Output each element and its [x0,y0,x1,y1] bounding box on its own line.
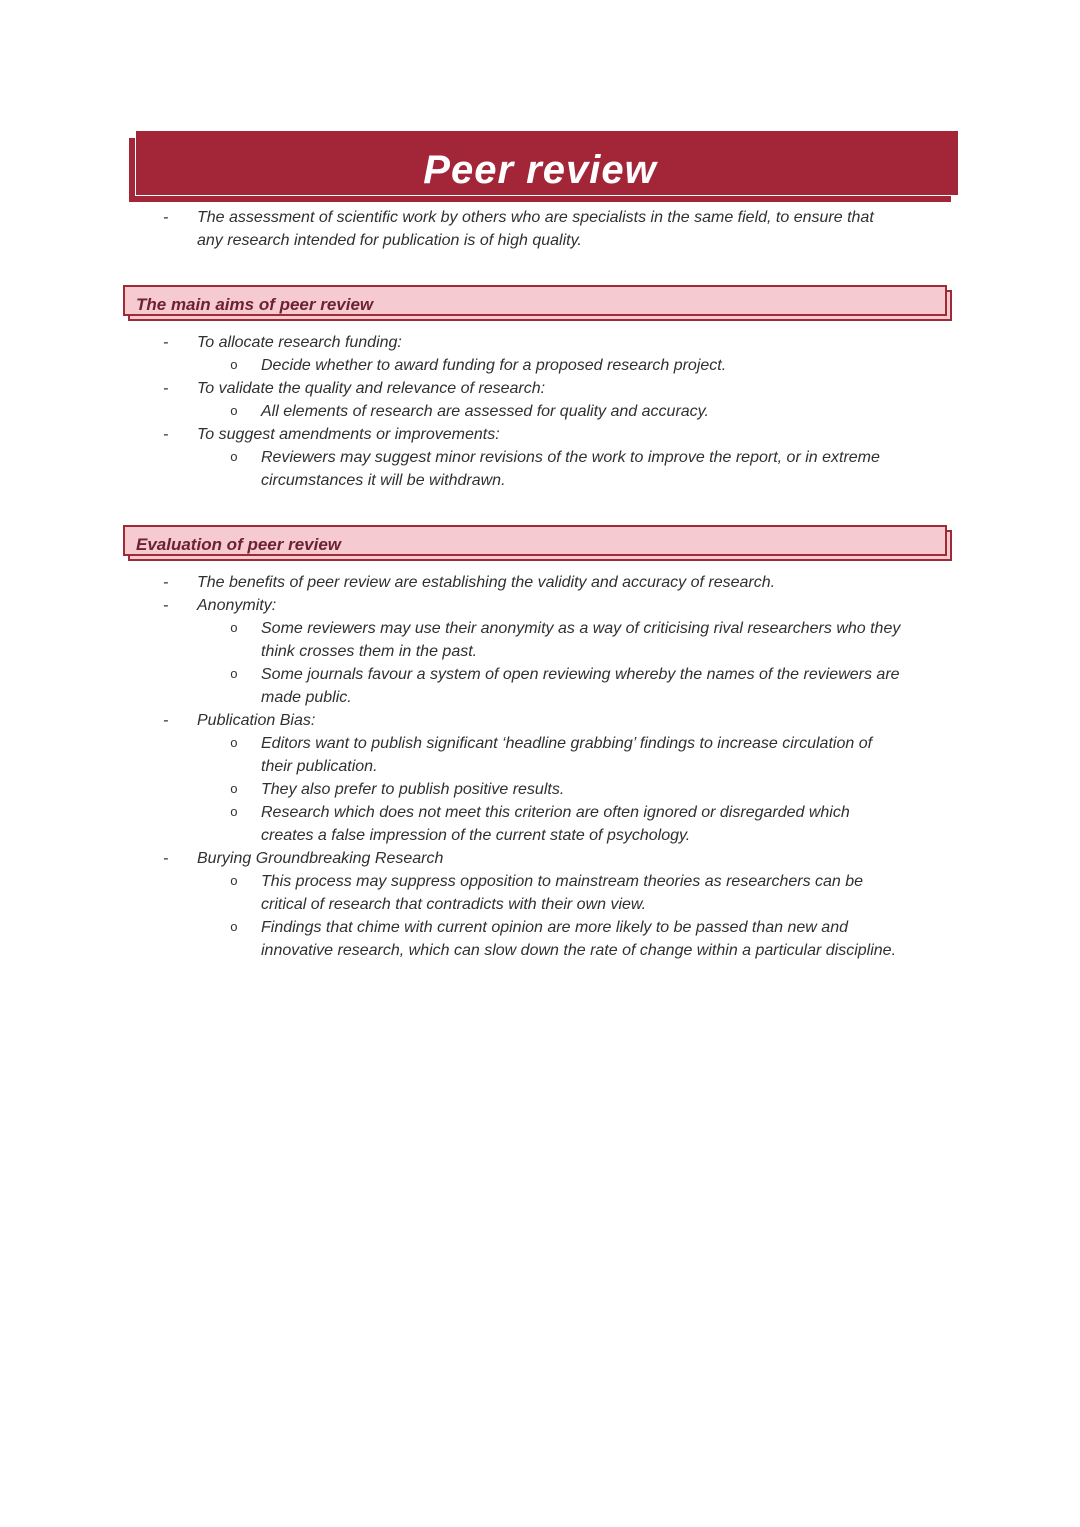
bullet-row [128,400,952,423]
bullet-row [128,801,952,847]
circle-bullet-icon: o [230,874,238,889]
section-heading: Evaluation of peer review [136,535,342,554]
bullet-row [128,331,952,354]
section-header [128,530,952,561]
dash-bullet-icon: - [163,597,169,614]
dash-bullet-icon: - [163,426,169,443]
sub-bullet-text: Some reviewers may use their anonymity as a way of criticising rival researchers who they think crosses them in the past. [261,620,901,660]
sub-bullet-text: All elements of research are assessed for quality and accuracy. [261,403,709,420]
bullet-row [128,916,952,962]
dash-bullet-icon: - [163,712,169,729]
bullet-row [128,446,952,492]
sub-bullet-text: Reviewers may suggest minor revisions of the work to improve the report, or in extreme circumstances it will be withdrawn. [261,449,880,489]
dash-bullet-icon: - [163,574,169,591]
bullet-text: To suggest amendments or improvements: [197,426,500,443]
bullet-text: The assessment of scientific work by others who are specialists in the same field, to ensure that any research intended for publication is of high quality. [197,209,874,249]
circle-bullet-icon: o [230,358,238,373]
bullet-row [128,709,952,732]
bullet-text: Burying Groundbreaking Research [197,850,444,867]
bullet-row [128,732,952,778]
dash-bullet-icon: - [163,334,169,351]
sub-bullet-text: This process may suppress opposition to mainstream theories as researchers can be critical of research that contradicts with their own view. [261,873,864,913]
bullet-text: Publication Bias: [197,712,316,729]
circle-bullet-icon: o [230,621,238,636]
circle-bullet-icon: o [230,667,238,682]
bullet-row [128,847,952,870]
circle-bullet-icon: o [230,782,238,797]
bullet-text: To allocate research funding: [197,334,402,351]
section-list [128,331,952,492]
circle-bullet-icon: o [230,404,238,419]
section-header [128,290,952,321]
bullet-row [128,423,952,446]
page-title: Peer review [423,148,657,192]
bullet-row [128,663,952,709]
bullet-text: To validate the quality and relevance of research: [197,380,546,397]
sub-bullet-text: Findings that chime with current opinion are more likely to be passed than new and innovative research, which can slow down the rate of change within a particular discipline. [261,919,897,959]
sub-bullet-text: They also prefer to publish positive results. [261,781,565,798]
title-banner [128,137,952,203]
section-list [128,571,952,962]
sections-container [128,290,952,962]
section-heading: The main aims of peer review [136,295,374,314]
dash-bullet-icon: - [163,380,169,397]
bullet-row [128,617,952,663]
bullet-text: The benefits of peer review are establishing the validity and accuracy of research. [197,574,776,591]
bullet-row [128,206,952,252]
circle-bullet-icon: o [230,920,238,935]
bullet-row [128,594,952,617]
intro-list [128,206,952,252]
sub-bullet-text: Research which does not meet this criterion are often ignored or disregarded which creates a false impression of the current state of psychology. [261,804,850,844]
sub-bullet-text: Editors want to publish significant ‘headline grabbing’ findings to increase circulation of their publication. [261,735,873,775]
bullet-row [128,778,952,801]
bullet-row [128,571,952,594]
dash-bullet-icon: - [163,209,169,226]
circle-bullet-icon: o [230,736,238,751]
sub-bullet-text: Decide whether to award funding for a proposed research project. [261,357,727,374]
bullet-row [128,870,952,916]
page-content [128,0,952,962]
bullet-row [128,377,952,400]
circle-bullet-icon: o [230,450,238,465]
bullet-text: Anonymity: [197,597,277,614]
dash-bullet-icon: - [163,850,169,867]
sub-bullet-text: Some journals favour a system of open reviewing whereby the names of the reviewers are made public. [261,666,900,706]
bullet-row [128,354,952,377]
circle-bullet-icon: o [230,805,238,820]
